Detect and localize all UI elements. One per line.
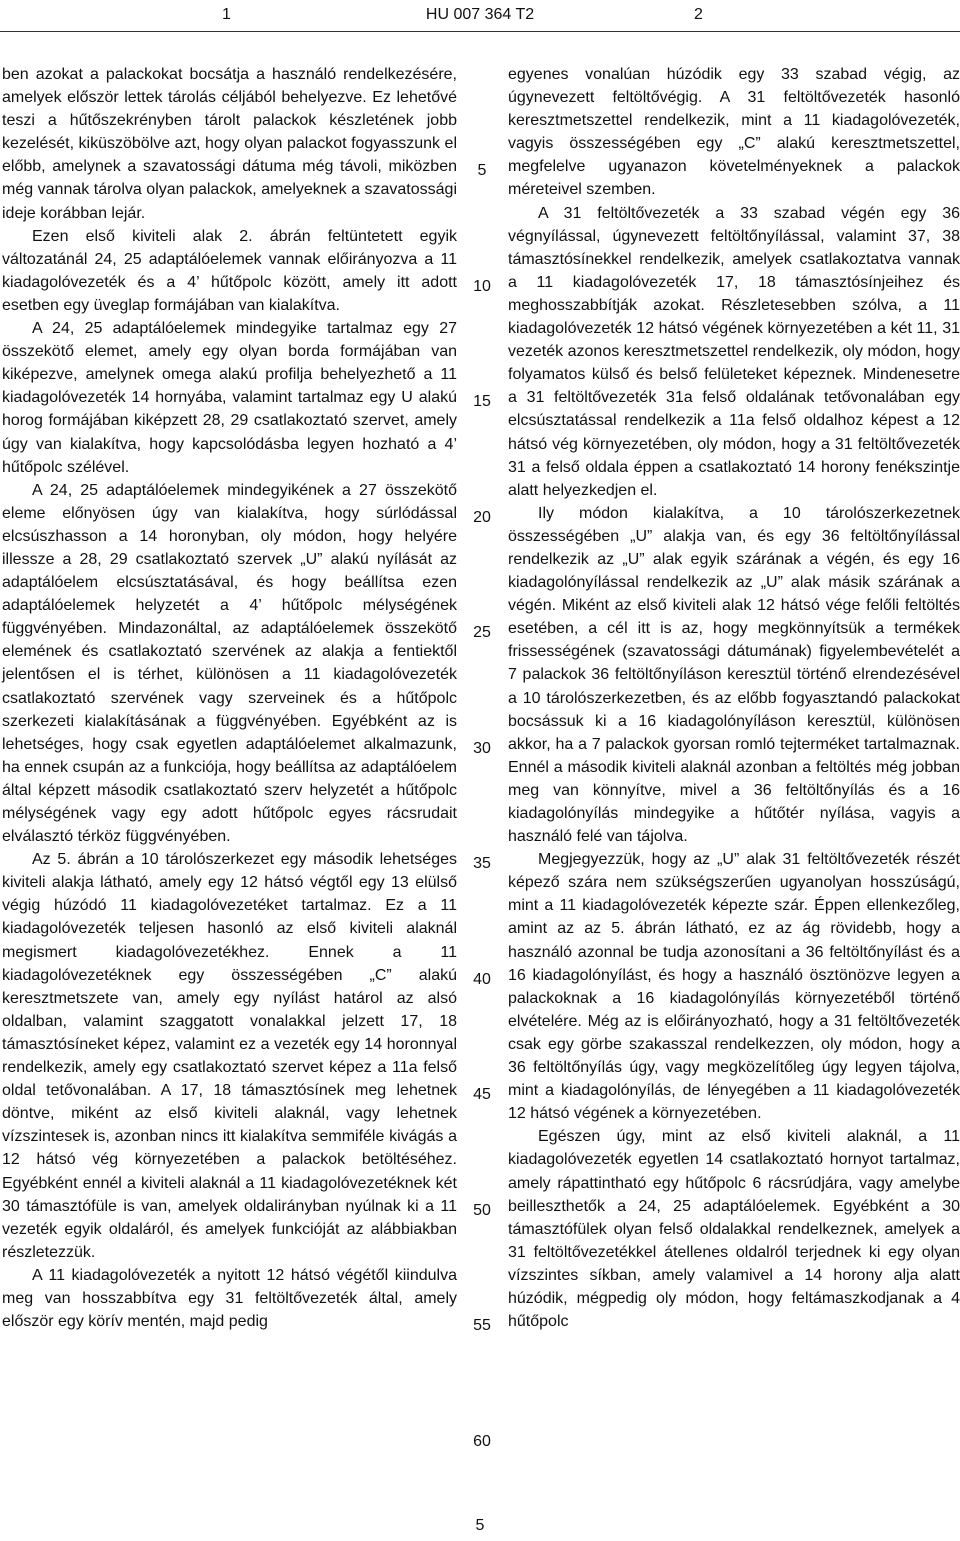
line-number: 45 xyxy=(473,1086,491,1103)
line-number: 60 xyxy=(473,1433,491,1450)
line-number: 40 xyxy=(473,971,491,988)
right-paragraph-5: Egészen úgy, mint az első kiviteli alaknál, a 11 kiadagolóvezeték egyetlen 14 csatlakoztató hornyot tartalmaz, amely rápattintható egy hűtőpolc 6 rácsrúdjára, vagy amelybe beilleszthetők a 24, 25 adaptálóelemek. Egyébként a 30 támasztófülek olyan felső oldalakkal rendelkeznek, amelyek a 31 feltöltővezetékkel átellenes oldalról terjednek ki egy olyan vízszintes síkban, amely valamivel a 14 horony alja alatt húzódik, mégpedig oly módon, hogy feltámaszkodjanak a 4 hűtőpolc xyxy=(508,1128,960,1331)
right-paragraph-1: egyenes vonalúan húzódik egy 33 szabad végig, az úgynevezett feltöltővégig. A 31 feltöltővezeték hasonló keresztmetszettel rendelkezik, mint a 11 kiadagolóvezeték, vagyis összességében egy „C” alakú keresztmetszettel, megfelelve ugyanazon követelményeknek a palackok méreteivel szemben. xyxy=(508,66,960,199)
right-text-column xyxy=(508,63,960,1333)
header-left-page-number: 1 xyxy=(222,6,231,23)
header-right-page-number: 2 xyxy=(694,6,703,23)
left-paragraph-5: Az 5. ábrán a 10 tárolószerkezet egy második lehetséges kiviteli alakja látható, amely egy 12 hátsó végtől egy 13 elülső végig húzódó 11 kiadagolóvezetéket tartalmaz. Ez a 11 kiadagolóvezeték teljesen hasonló az első kiviteli alaknál megismert kiadagolóvezetékhez. Ennek a 11 kiadagolóvezetéknek egy összességében „C” alakú keresztmetszete van, amely egy nyílást határol az alsó oldalban, valamint szaggatott vonalakkal jelzett 17, 18 támasztósíneket képez, valamint ez a vezeték egy 14 horonnyal rendelkezik, amely egy csatlakoztató szervet képez a 11a felső oldal tetővonalában. A 17, 18 támasztósínek meg lehetnek döntve, miként az első kiviteli alaknál, vagy lehetnek vízszintesek is, azonban nincs itt kialakítva semmiféle kivágás a 12 hátsó vég környezetében a palackok betöltéséhez. Egyébként ennél a kiviteli alaknál a 11 kiadagolóvezetéknek két 30 támasztófüle is van, amelyek oldalirányban nyúlnak ki a 11 vezeték egyik oldaláról, és amelyek funkcióját az alábbiakban részletezzük. xyxy=(2,851,457,1261)
left-paragraph-3: A 24, 25 adaptálóelemek mindegyike tartalmaz egy 27 összekötő elemet, amely egy olyan borda formájában van kiképezve, amelynek omega alakú profilja behelyezhető a 11 kiadagolóvezeték 14 hornyába, valamint tartalmaz egy U alakú horog formájában kiképzett 28, 29 csatlakoztató szervet, amely úgy van kialakítva, hogy kapcsolódásba legyen hozható a 4’ hűtőpolc szélével. xyxy=(2,320,457,476)
page-header xyxy=(0,0,960,30)
line-number: 35 xyxy=(473,855,491,872)
left-paragraph-2: Ezen első kiviteli alak 2. ábrán feltüntetett egyik változatánál 24, 25 adaptálóelemek vannak előirányozva a 11 kiadagolóvezeték és a 4’ hűtőpolc között, amely itt adott esetben egy üveglap formájában van kialakítva. xyxy=(2,227,457,314)
line-number: 10 xyxy=(473,278,491,295)
line-number: 20 xyxy=(473,509,491,526)
left-paragraph-4: A 24, 25 adaptálóelemek mindegyikének a 27 összekötő eleme előnyösen úgy van kialakítva, hogy súrlódással elcsúszhasson a 14 horonyban, oly módon, hogy helyére illessze a 28, 29 csatlakoztató szervek „U” alakú nyílását az adaptálóelem elcsúsztatásával, és hogy beállítsa ezen adaptálóelemek helyzetét a 4’ hűtőpolc mélységének függvényében. Mindazonáltal, az adaptálóelemek összekötő elemének és csatlakoztató szervének az alakja a fentiektől jelentősen el is térhet, különösen a 11 kiadagolóvezeték csatlakoztató szervének vagy szerveinek és a hűtőpolc szerkezeti kialakításának a függvényében. Egyébként az is lehetséges, hogy csak egyetlen adaptálóelemet alkalmazunk, ha ennek csupán az a funkciója, hogy beállítsa az adaptálóelem által képzett második csatlakoztató szerv helyzetét a hűtőpolc mélységének vagy egy adott hűtőpolc egyes rácsrudait elválasztó térköz függvényében. xyxy=(2,481,457,846)
header-document-id: HU 007 364 T2 xyxy=(425,6,535,23)
line-number: 55 xyxy=(473,1317,491,1334)
right-paragraph-3: Ily módon kialakítva, a 10 tárolószerkezetnek összességében „U” alakja van, és egy 36 feltöltőnyílással rendelkezik az „U” alak egyik szárának a végén, és egy 16 kiadagolónyílással rendelkezik az „U” alak másik szárának a végén. Miként az első kiviteli alak 12 hátsó vége felőli feltöltés esetében, a cél itt is az, hogy megkönnyítsük a termékek frissességének (szavatossági dátumának) figyelembevételét a 7 palackok 36 feltöltőnyíláson keresztül történő elrendezésével a 10 tárolószerkezetben, és az előbb fogyasztandó palackokat bocsássuk ki a 16 kiadagolónyíláson keresztül, különösen akkor, ha a 7 palackok gyorsan romló tejterméket tartalmaznak. Ennél a második kiviteli alaknál azonban a feltöltés még jobban meg van könnyítve, mivel a 36 feltöltőnyílás és a 16 kiadagolónyílás mindegyike a hűtőtér nyílása, vagyis a használó felé van tájolva. xyxy=(508,504,960,846)
line-number: 5 xyxy=(477,162,487,179)
left-text-column xyxy=(2,63,457,1333)
right-paragraph-4: Megjegyezzük, hogy az „U” alak 31 feltöltővezeték részét képező szára nem szükségszerűen ugyanolyan hosszúságú, mint a 11 kiadagolóvezeték képezte szár. Éppen ellenkezőleg, amint az az 5. ábrán látható, ez az ág rövidebb, hogy a használó azonnal be tudja azonosítani a 36 feltöltőnyílást és a 16 kiadagolónyílást, és hogy a használó ösztönözve legyen a palackoknak a 16 kiadagolónyílás környezetéből történő elvételére. Még az is előirányozható, hogy a 31 feltöltővezeték csak egy görbe szakasszal rendelkezzen, oly módon, hogy a 36 feltöltőnyílás úgy, vagy megközelítőleg úgy legyen tájolva, mint a kiadagolónyílás, de lényegében a 11 kiadagolóvezeték 12 hátsó végének a környezetében. xyxy=(508,851,960,1123)
line-number: 25 xyxy=(473,624,491,641)
left-paragraph-1: ben azokat a palackokat bocsátja a használó rendelkezésére, amelyek először lettek tárolás céljából behelyezve. Ez lehetővé teszi a hűtőszekrényben tárolt palackok készletének jobb kezelését, kiküszöbölve azt, hogy olyan palackot fogyasszunk el előbb, amelynek a szavatossági dátuma még távoli, miközben még vannak tárolva olyan palackok, amelyeknek a szavatossági ideje korábban lejár. xyxy=(2,66,457,222)
header-rule xyxy=(0,31,960,32)
footer-page-number: 5 xyxy=(475,1517,485,1534)
left-paragraph-6: A 11 kiadagolóvezeték a nyitott 12 hátsó végétől kiindulva meg van hosszabbítva egy 31 feltöltővezeték által, amely először egy körív mentén, majd pedig xyxy=(2,1266,457,1331)
line-number: 50 xyxy=(473,1202,491,1219)
line-number: 15 xyxy=(473,393,491,410)
right-paragraph-2: A 31 feltöltővezeték a 33 szabad végén egy 36 végnyílással, úgynevezett feltöltőnyílással, valamint 37, 38 támasztósínekkel rendelkezik, amelyek csatlakoztatva vannak a 11 kiadagolóvezeték 17, 18 támasztósínjeihez és meghosszabbítják azokat. Részletesebben szólva, a 11 kiadagolóvezeték 12 hátsó végének környezetében a két 11, 31 vezeték azonos keresztmetszettel rendelkezik, oly módon, hogy folyamatos külső és belső felületeket képeznek. Mindenesetre a 31 feltöltővezeték 31a felső oldalának tetővonalában egy elcsúsztatással rendelkezik a 11a felső oldalhoz képest a 12 hátsó vég környezetében, oly módon, hogy a 31 feltöltővezeték 31 a felső oldala éppen a csatlakoztató 14 horony fenékszintje alatt helyezkedjen el. xyxy=(508,204,960,499)
line-number: 30 xyxy=(473,740,491,757)
